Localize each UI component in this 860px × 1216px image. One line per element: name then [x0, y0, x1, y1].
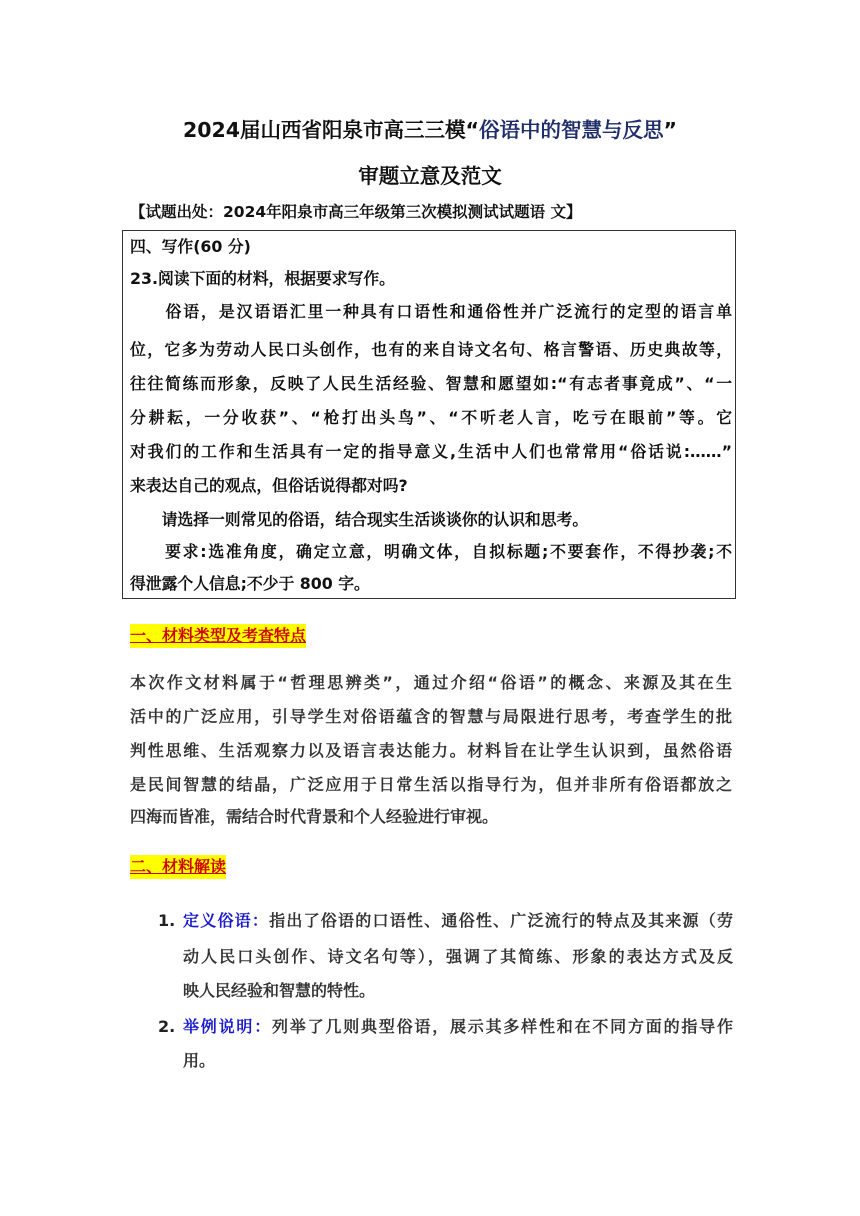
list-item-line: [183, 910, 733, 932]
title-prefix: 2024届山西省阳泉市高三三模“: [182, 118, 480, 142]
question-text-line: 来表达自己的观点，但俗话说得都对吗?: [130, 476, 408, 495]
question-text-line: 往往简练而形象，反映了人民生活经验、智慧和愿望如:“有志者事竟成”、“一: [130, 374, 732, 393]
body-text-line: 是民间智慧的结晶，广泛应用于日常生活以指导行为，但并非所有俗语都放之: [130, 775, 732, 794]
document-title-line2: 审题立意及范文: [358, 164, 502, 188]
list-item-number: 1.: [158, 911, 176, 930]
section-heading-material-reading: 二、材料解读: [130, 855, 226, 879]
question-prompt: 23.阅读下面的材料，根据要求写作。: [130, 269, 395, 288]
body-text-line: 活中的广泛应用，引导学生对俗语蕴含的智慧与局限进行思考，考查学生的批: [130, 707, 732, 726]
question-source: 【试题出处：2024年阳泉市高三年级第三次模拟测试试题语 文】: [130, 203, 582, 221]
list-item-number: 2.: [158, 1017, 176, 1036]
list-item-label: 举例说明：: [183, 1017, 272, 1036]
list-item-line: [183, 1016, 733, 1038]
body-text-line: 四海而皆准，需结合时代背景和个人经验进行审视。: [130, 807, 499, 826]
question-instruction: 请选择一则常见的俗语，结合现实生活谈谈你的认识和思考。: [130, 510, 589, 529]
question-requirements: 得泄露个人信息;不少于 800 字。: [130, 574, 370, 593]
list-item-line: 用。: [183, 1051, 216, 1070]
question-text-line: 分耕耘，一分收获”、“枪打出头鸟”、“不听老人言，吃亏在眼前”等。它: [130, 408, 732, 427]
body-text-line: 判性思维、生活观察力以及语言表达能力。材料旨在让学生认识到，虽然俗语: [130, 741, 732, 760]
question-section-heading: 四、写作(60 分): [130, 237, 251, 256]
list-item-text: 指出了俗语的口语性、通俗性、广泛流行的特点及其来源（劳: [269, 911, 733, 930]
question-text-line: 对我们的工作和生活具有一定的指导意义,生活中人们也常常用“俗话说:……”: [130, 442, 732, 461]
question-requirements: 要求:选准角度，确定立意，明确文体，自拟标题;不要套作，不得抄袭;不: [130, 542, 732, 561]
question-text-line: 位，它多为劳动人民口头创作，也有的来自诗文名句、格言警语、历史典故等，: [130, 340, 732, 359]
list-item-text: 列举了几则典型俗语，展示其多样性和在不同方面的指导作: [272, 1017, 733, 1036]
question-text-line: 俗语，是汉语语汇里一种具有口语性和通俗性并广泛流行的定型的语言单: [130, 302, 732, 321]
title-highlight: 俗语中的智慧与反思: [479, 118, 664, 142]
section-heading-material-type: 一、材料类型及考查特点: [130, 624, 306, 648]
title-suffix: ”: [663, 118, 677, 142]
list-item-line: 动人民口头创作、诗文名句等），强调了其简练、形象的表达方式及反: [183, 947, 733, 966]
list-item-label: 定义俗语：: [183, 911, 270, 930]
list-item-line: 映人民经验和智慧的特性。: [183, 981, 376, 1000]
document-title-line1: [0, 113, 860, 143]
body-text-line: 本次作文材料属于“哲理思辨类”，通过介绍“俗语”的概念、来源及其在生: [130, 673, 732, 692]
